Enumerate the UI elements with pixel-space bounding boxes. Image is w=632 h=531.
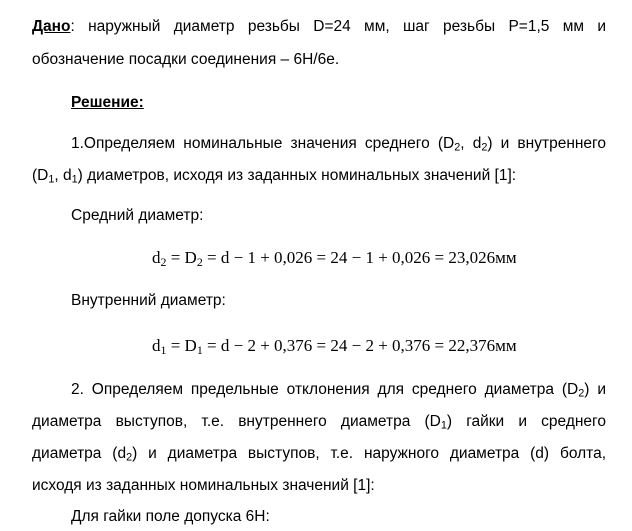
formula-text: = D	[166, 336, 197, 355]
step2-text: диаметра выступов, т.е. внутреннего диаметра (D	[32, 413, 441, 430]
subscript: 2	[196, 254, 203, 269]
step2-text: диаметра (d	[32, 445, 127, 462]
subscript: 1	[196, 342, 203, 357]
step2-text: ) и	[584, 381, 606, 398]
subscript: 2	[126, 451, 133, 464]
subscript: 1	[71, 173, 78, 186]
subscript: 2	[481, 141, 488, 154]
subscript: 1	[440, 419, 447, 432]
given-line-1	[32, 17, 606, 37]
step1-line-1	[71, 134, 606, 154]
nut-tolerance-label: Для гайки поле допуска 6Н:	[71, 508, 270, 525]
inner-diameter-label: Внутренний диаметр:	[71, 292, 226, 309]
formula-text: = d − 2 + 0,376 = 24 − 2 + 0,376 = 22,376мм	[202, 336, 517, 355]
subscript: 1	[48, 173, 55, 186]
given-text-1: : наружный диаметр резьбы D=24 мм, шаг резьбы Р=1,5 мм и	[70, 18, 606, 35]
given-label: Дано	[32, 18, 71, 35]
formula-text: = d − 1 + 0,026 = 24 − 1 + 0,026 = 23,026мм	[202, 248, 517, 267]
step1-text: ) и внутреннего	[487, 135, 606, 152]
step1-text: , d	[460, 135, 482, 152]
step2-text: ) и диаметра выступов, т.е. наружного диаметра (d) болта,	[132, 445, 607, 462]
step1-text: 1.Определяем номинальные значения среднего (D	[71, 135, 455, 152]
step2-line-2	[32, 412, 606, 432]
step2-text: 2. Определяем предельные отклонения для среднего диаметра (D	[71, 381, 579, 398]
formula-text: d	[152, 336, 161, 355]
subscript: 2	[578, 387, 585, 400]
step1-text: , d	[54, 167, 72, 184]
solution-heading: Решение:	[71, 94, 144, 111]
subscript: 2	[160, 254, 167, 269]
subscript: 1	[160, 342, 167, 357]
step1-text: ) диаметров, исходя из заданных номинальных значений [1]:	[77, 167, 517, 184]
given-line-2: обозначение посадки соединения – 6Н/6е.	[32, 51, 340, 68]
step2-line-1	[71, 380, 606, 400]
formula-text: = D	[166, 248, 197, 267]
inner-diameter-formula	[152, 335, 517, 357]
step2-line-4: исходя из заданных номинальных значений [1]:	[32, 477, 375, 494]
step2-text: ) гайки и среднего	[446, 413, 606, 430]
step2-line-3	[32, 444, 606, 464]
mean-diameter-formula	[152, 247, 517, 269]
step1-text: (D	[32, 167, 49, 184]
mean-diameter-label: Средний диаметр:	[71, 207, 204, 224]
step1-line-2	[32, 166, 516, 186]
subscript: 2	[454, 141, 461, 154]
formula-text: d	[152, 248, 161, 267]
